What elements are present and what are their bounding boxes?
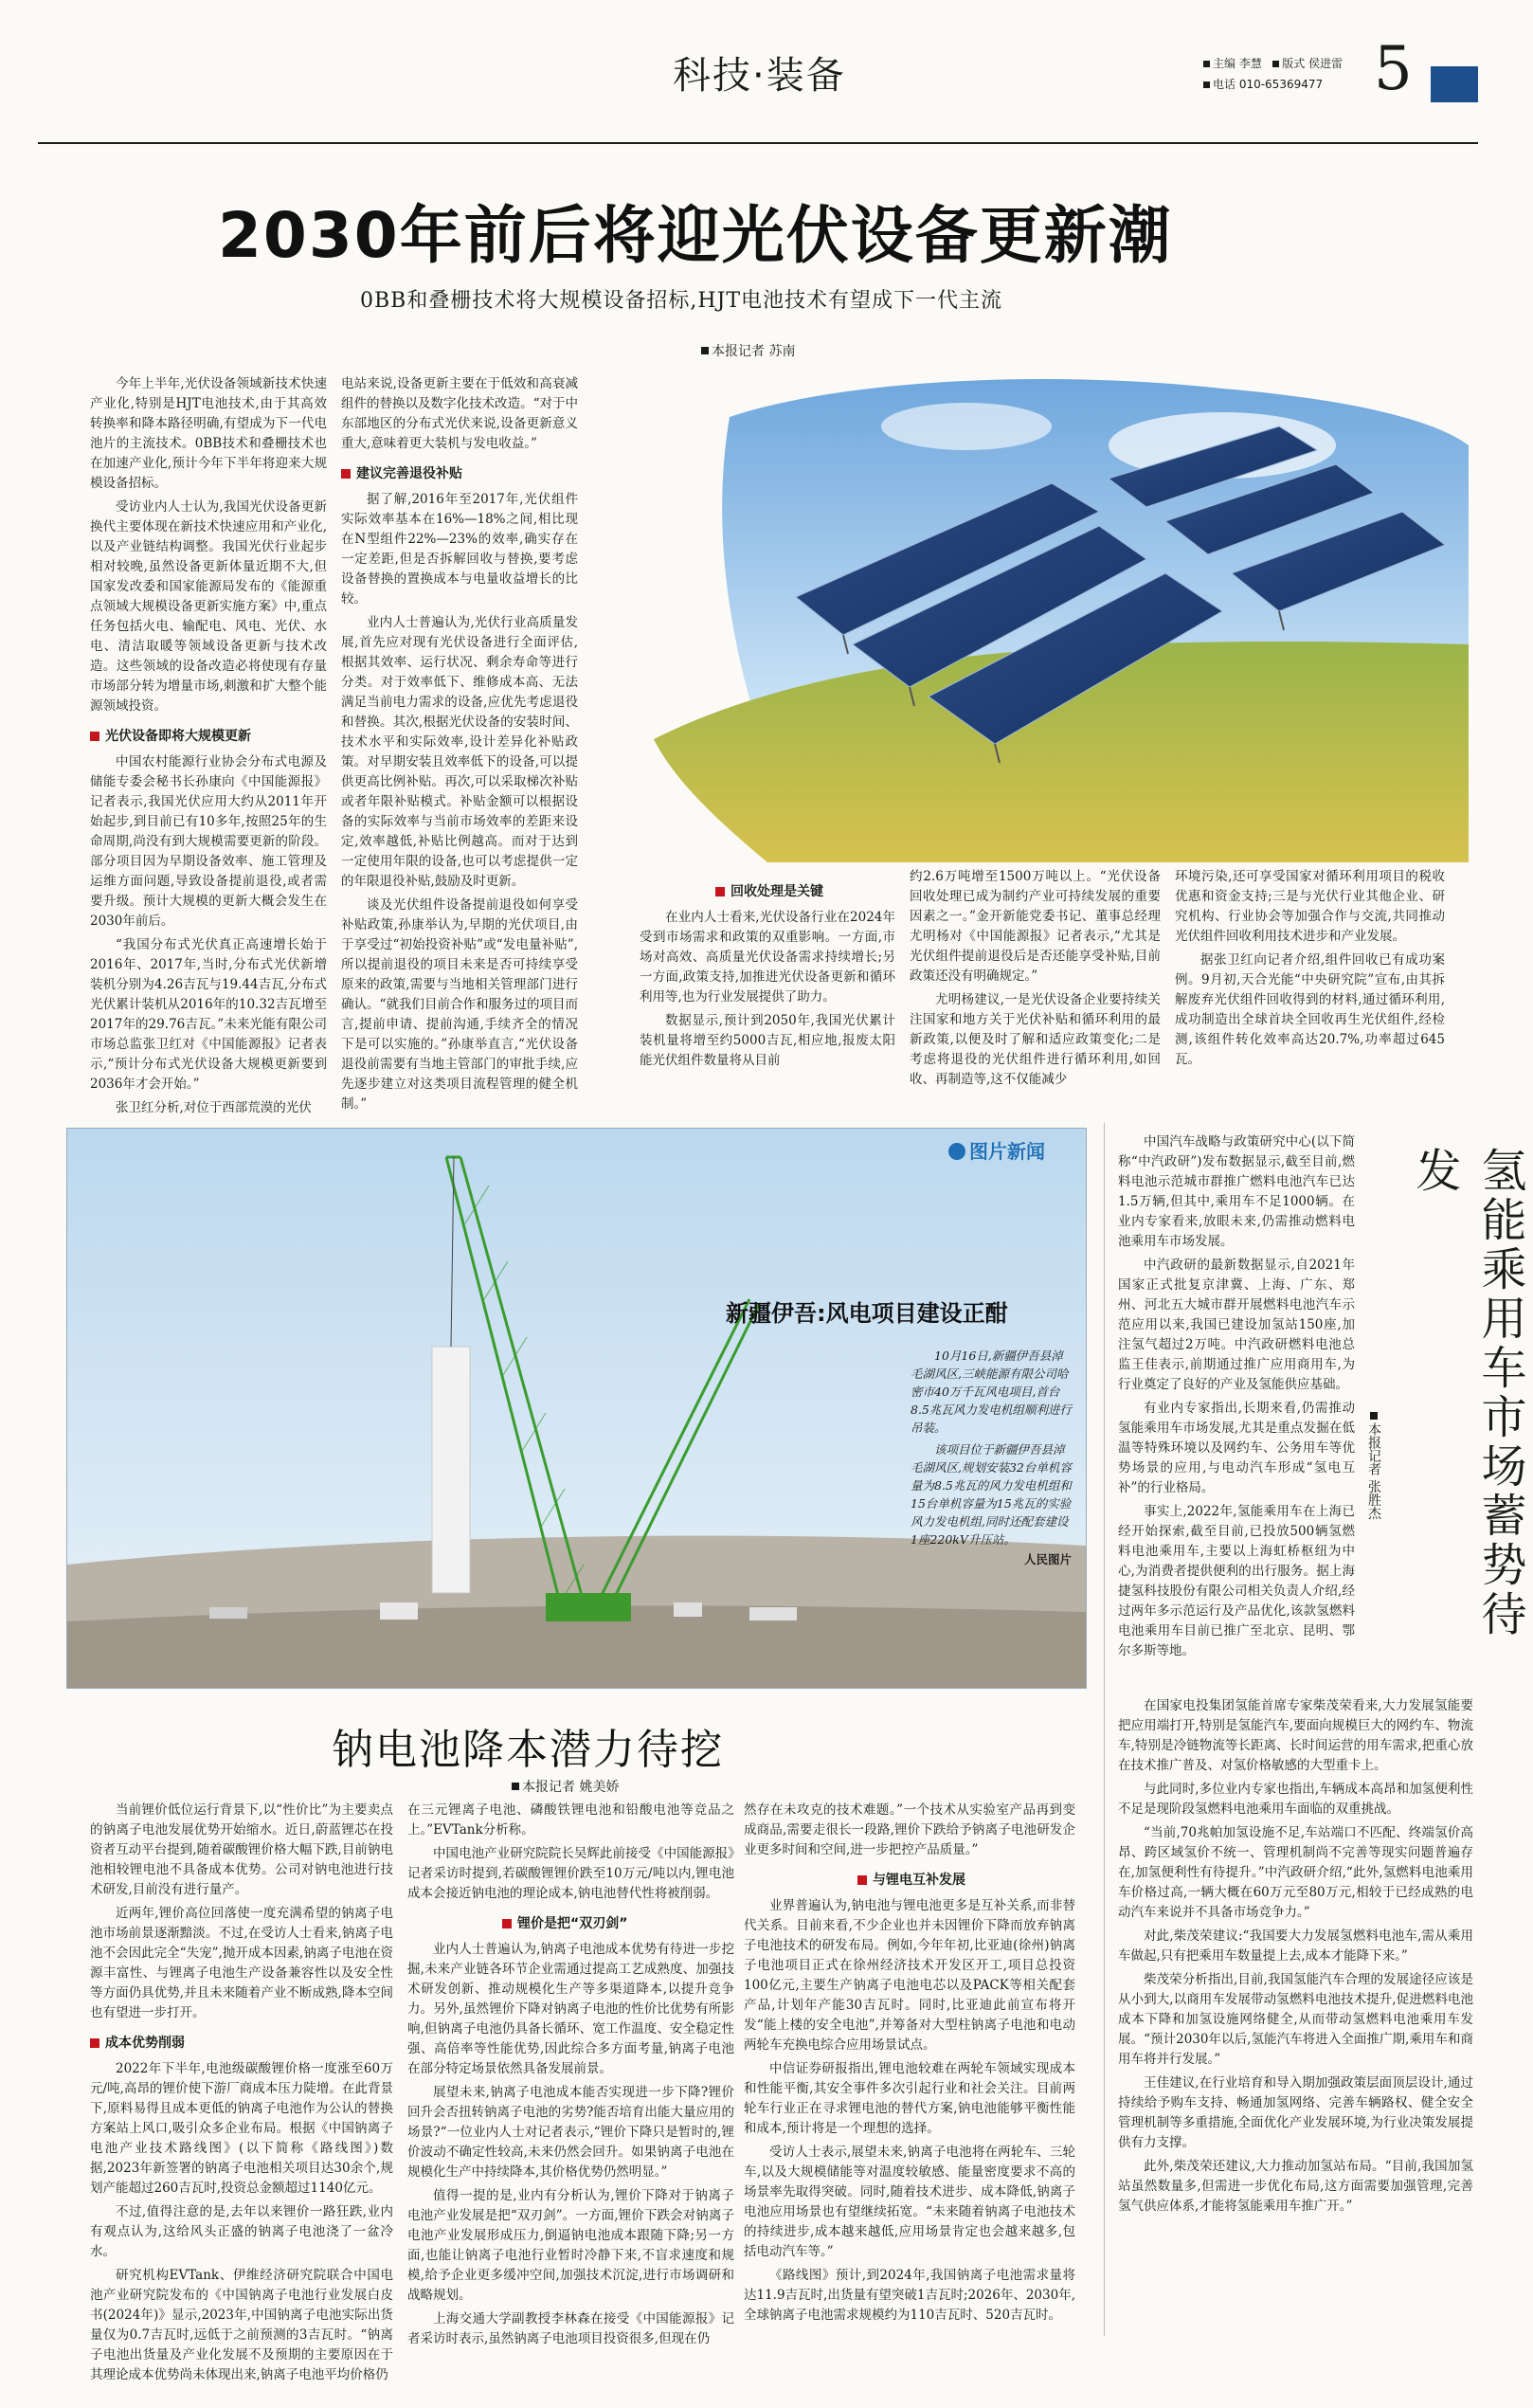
paragraph: 中汽政研的最新数据显示,自2021年国家正式批复京津冀、上海、广东、郑州、河北五大城市群开展燃料电池汽车示范应用以来,我国已建设加氢站150座,加注氢气超过2万吨。中汽政研燃料电池总监王佳表示,前期通过推广应用商用车,为行业奠定了良好的产业及氢能供应基础。: [1118, 1258, 1355, 1392]
subheading: 光伏设备即将大规模更新: [90, 726, 327, 745]
paragraph: “我国分布式光伏真正高速增长始于2016年、2017年,当时,分布式光伏新增装机分别为4.26吉瓦与19.44吉瓦,分布式光伏累计装机从2016年的10.32吉瓦增至2017年的29.76吉瓦。”未来光能有限公司市场总监张卫红对《中国能源报》记者表示,“预计分布式光伏设备大规模更新要到2036年才会开始。”: [90, 937, 327, 1092]
article3-byline: 本报记者 张胜杰: [1364, 1412, 1383, 1519]
paragraph: 约2.6万吨增至1500万吨以上。“光伏设备回收处理已成为制约产业可持续发展的重要因素之一。”金开新能党委书记、董事总经理尤明杨对《中国能源报》记者表示,“尤其是光伏组件提前退役后是否还能享受补贴,目前政策还没有明确规定。”: [910, 869, 1161, 984]
paragraph: 谈及光伏组件设备提前退役如何享受补贴政策,孙康举认为,早期的光伏项目,由于享受过“初始投资补贴”或“发电量补贴”,所以提前退役的项目未来是否可持续享受原来的政策,需要与当地相关管理部门进行确认。“就我们目前合作和服务过的项目而言,提前申请、提前沟通,手续齐全的情况下是可以实施的。”孙康举直言,“光伏设备退役前需要有当地主管部门的审批手续,应先逐步建立对这类项目流程管理的健全机制。”: [341, 897, 578, 1112]
paragraph: 数据显示,预计到2050年,我国光伏累计装机量将增至约5000吉瓦,相应地,报废太阳能光伏组件数量将从目前: [640, 1013, 895, 1068]
article1-column-3: [640, 881, 895, 1075]
subheading: 与锂电互补发展: [857, 1870, 1075, 1889]
photo-news-caption: [911, 1347, 1072, 1568]
paragraph: 当前锂价低位运行背景下,以“性价比”为主要卖点的钠离子电池发展优势开始缩水。近日,蔚蓝锂芯在投资者互动平台提到,随着碳酸锂价格大幅下跌,目前钠电池相较锂电池不具备成本优势。公司对钠电池进行技术研发,目前没有进行量产。: [90, 1802, 393, 1897]
solar-panel-photo: [654, 360, 1478, 862]
article1-column-1: [90, 374, 327, 1122]
paragraph: 值得一提的是,业内有分析认为,锂价下降对于钠离子电池产业发展是把“双刃剑”。一方面,锂价下跌会对钠离子电池产业发展形成压力,倒逼钠电池成本跟随下降;另一方面,也能让钠离子电池行业暂时冷静下来,不盲求速度和规模,给予企业更多缓冲空间,加强技术沉淀,进行市场调研和战略规划。: [407, 2188, 734, 2303]
header-rule: [38, 142, 1478, 144]
paragraph: 在三元锂离子电池、磷酸铁锂电池和铅酸电池等竞品之上。”EVTank分析称。: [407, 1802, 734, 1838]
section-title: 科技·装备: [673, 54, 846, 98]
paragraph: 业内人士普遍认为,钠离子电池成本优势有待进一步挖掘,未来产业链各环节企业需通过提高工艺成熟度、加强技术研发创新、推动规模化生产等多渠道降本,以提升竞争力。另外,虽然锂价下降对钠离子电池的性价比优势有所影响,但钠离子电池仍具备长循环、宽工作温度、安全稳定性强、高倍率等性能优势,因此综合多方面考量,钠离子电池在部分特定场景依然具备发展前景。: [407, 1942, 734, 2076]
paragraph: 中国汽车战略与政策研究中心(以下简称“中汽政研”)发布数据显示,截至目前,燃料电池示范城市群推广燃料电池汽车已达1.5万辆,但其中,乘用车不足1000辆。在业内专家看来,放眼未来,仍需推动燃料电池乘用车市场发展。: [1118, 1134, 1355, 1249]
article2-title: 钠电池降本潜力待挖: [332, 1726, 724, 1774]
article1-column-5: [1175, 867, 1445, 1074]
paragraph: 有业内专家指出,长期来看,仍需推动氢能乘用车市场发展,尤其是重点发掘在低温等特殊环境以及网约车、公务用车等优势场景的应用,与电动汽车形成“氢电互补”的行业格局。: [1118, 1401, 1355, 1495]
article3-column-top: [1118, 1132, 1355, 1665]
photo-news-tag: 图片新闻: [948, 1136, 1045, 1164]
article2-byline: 本报记者 姚美娇: [512, 1777, 619, 1796]
paragraph: 受访人士表示,展望未来,钠离子电池将在两轮车、三轮车,以及大规模储能等对温度较敏感、能量密度要求不高的场景率先取得突破。同时,随着技术进步、成本降低,钠离子电池应用场景也有望继续拓宽。“未来随着钠离子电池技术的持续进步,成本越来越低,应用场景肯定也会越来越多,包括电动汽车等。”: [744, 2145, 1075, 2259]
photo-credit: 人民图片: [1023, 1552, 1072, 1566]
paragraph: 对此,柴茂荣建议:“我国要大力发展氢燃料电池车,需从乘用车做起,只有把乘用车数量提上去,成本才能降下来。”: [1118, 1928, 1473, 1964]
paragraph: “当前,70兆帕加氢设施不足,车站端口不匹配、终端氢价高昂、跨区域氢价不统一、管理机制尚不完善等现实问题普遍存在,加氢便利性有待提升。”中汽政研介绍,“此外,氢燃料电池乘用车价格过高,一辆大概在60万元至80万元,相较于已经成熟的电动汽车来说并不具备市场竞争力。”: [1118, 1825, 1473, 1920]
photo-news-title: 新疆伊吾:风电项目建设正酣: [726, 1300, 1008, 1327]
article1-subtitle: 0BB和叠栅技术将大规模设备招标,HJT电池技术有望成下一代主流: [360, 289, 1003, 313]
paragraph: 不过,值得注意的是,去年以来锂价一路狂跌,业内有观点认为,这给风头正盛的钠离子电池浇了一盆冷水。: [90, 2204, 393, 2259]
photo-news-icon: [948, 1143, 965, 1160]
photo-news-box: [66, 1128, 1087, 1689]
paragraph: 研究机构EVTank、伊维经济研究院联合中国电池产业研究院发布的《中国钠离子电池行业发展白皮书(2024年)》显示,2023年,中国钠离子电池实际出货量仅为0.7吉瓦时,远低于之前预测的3吉瓦时。“钠离子电池出货量及产业化发展不及预期的主要原因在于其理论成本优势尚未体现出来,钠离子电池平均价格仍: [90, 2268, 393, 2382]
paragraph: 事实上,2022年,氢能乘用车在上海已经开始探索,截至目前,已投放500辆氢燃料电池乘用车,主要以上海虹桥枢纽为中心,为消费者提供便利的出行服务。据上海捷氢科技股份有限公司相关负责人介绍,经过两年多示范运行及产品优化,该款氢燃料电池乘用车目前已推广至北京、昆明、鄂尔多斯等地。: [1118, 1504, 1355, 1658]
article1-title: 2030年前后将迎光伏设备更新潮: [218, 199, 1173, 272]
paragraph: 在国家电投集团氢能首席专家柴茂荣看来,大力发展氢能要把应用端打开,特别是氢能汽车,要面向规模巨大的网约车、物流车,特别是冷链物流等长距离、长时间运营的用车需求,把重心放在技术推广普及、对氢价格敏感的大型重卡上。: [1118, 1698, 1473, 1773]
paragraph: 今年上半年,光伏设备领域新技术快速产业化,特别是HJT电池技术,由于其高效转换率和降本路径明确,有望成为下一代电池片的主流技术。0BB技术和叠栅技术也在加速产业化,预计今年下半年将迎来大规模设备招标。: [90, 376, 327, 491]
paragraph: 柴茂荣分析指出,目前,我国氢能汽车合理的发展途径应该是从小到大,以商用车发展带动氢燃料电池技术提升,促进燃料电池成本下降和加氢设施网络健全,从而带动氢燃料电池乘用车发展。“预计2030年以后,氢能汽车将进入全面推广期,乘用车和商用车将并行发展。”: [1118, 1972, 1473, 2067]
article1-column-2: [341, 374, 578, 1118]
paragraph: 与此同时,多位业内专家也指出,车辆成本高昂和加氢便利性不足是现阶段氢燃料电池乘用车面临的双重挑战。: [1118, 1782, 1473, 1817]
header-phone: 电话 010-65369477: [1203, 76, 1323, 92]
paragraph: 尤明杨建议,一是光伏设备企业要持续关注国家和地方关于光伏补贴和循环利用的最新政策,以便及时了解和适应政策变化;二是考虑将退役的光伏组件进行循环利用,如回收、再制造等,这不仅能减少: [910, 992, 1161, 1087]
article3-column-bottom: [1118, 1696, 1473, 2220]
paragraph: 中信证券研报指出,锂电池较难在两轮车领域实现成本和性能平衡,其安全事件多次引起行业和社会关注。目前两轮车行业正在寻求锂电池的替代方案,钠电池能够平衡性能和成本,预计将是一个理想的选择。: [744, 2061, 1075, 2136]
article3-title: 氢能乘用车市场蓄势待发: [1408, 1147, 1526, 1639]
page-header: [38, 34, 1478, 142]
article2-column-2: [407, 1801, 734, 2353]
paragraph: 上海交通大学副教授李林森在接受《中国能源报》记者采访时表示,虽然钠离子电池项目投资很多,但现在仍: [407, 2311, 734, 2346]
article2-column-3: [744, 1801, 1075, 2329]
paragraph: 展望未来,钠离子电池成本能否实现进一步下降?锂价回升会否扭转钠离子电池的劣势?能否培育出能大量应用的场景?“一位业内人士对记者表示,“锂价下降只是暂时的,锂价波动不确定性较高,未来仍然会回升。如果钠离子电池在规模化生产中持续降本,其价格优势仍然明显。”: [407, 2085, 734, 2180]
subheading: 建议完善退役补贴: [341, 463, 578, 482]
subheading: 锂价是把“双刃剑”: [502, 1913, 734, 1932]
paragraph: 受访业内人士认为,我国光伏设备更新换代主要体现在新技术快速应用和产业化,以及产业链结构调整。我国光伏行业起步相对较晚,虽然设备更新体量近期不大,但国家发改委和国家能源局发布的《能源重点领域大规模设备更新实施方案》中,重点任务包括火电、输配电、风电、光伏、水电、清洁取暖等领域设备更新与技术改造。这些领域的设备改造必将使现有存量市场部分转为增量市场,刺激和扩大整个能源领域投资。: [90, 499, 327, 714]
photo-caption-text-2: 该项目位于新疆伊吾县淖毛湖风区,规划安装32台单机容量为8.5兆瓦的风力发电机组和15台单机容量为15兆瓦的实验风力发电机组,同时还配套建设1座220kV升压站。: [911, 1442, 1072, 1547]
paragraph: 《路线图》预计,到2024年,我国钠离子电池需求量将达11.9吉瓦时,出货量有望突破1吉瓦时;2026年、2030年,全球钠离子电池需求规模约为110吉瓦时、520吉瓦时。: [744, 2268, 1075, 2323]
photo-caption-text: 10月16日,新疆伊吾县淖毛湖风区,三峡能源有限公司哈密市40万千瓦风电项目,首台8.5兆瓦风力发电机组顺利进行吊装。: [911, 1349, 1072, 1435]
article2-column-1: [90, 1801, 393, 2389]
subheading: 回收处理是关键: [715, 881, 895, 900]
header-editor: 主编 李慧 版式 侯进雷: [1203, 55, 1343, 71]
paragraph: 电站来说,设备更新主要在于低效和高衰减组件的替换以及数字化技术改造。“对于中东部地区的分布式光伏来说,设备更新意义重大,意味着更大装机与发电收益。”: [341, 376, 578, 451]
paragraph: 2022年下半年,电池级碳酸锂价格一度涨至60万元/吨,高昂的锂价使下游厂商成本压力陡增。在此背景下,原料易得且成本更低的钠离子电池作为公认的替换方案站上风口,吸引众多企业布局。根据《中国钠离子电池产业技术路线图》(以下简称《路线图》)数据,2023年新签署的钠离子电池相关项目达30余个,规划产能超过260吉瓦时,投资总金额超过1140亿元。: [90, 2061, 393, 2196]
paragraph: 环境污染,还可享受国家对循环利用项目的税收优惠和资金支持;三是与光伏行业其他企业、研究机构、行业协会等加强合作与交流,共同推动光伏组件回收利用技术进步和产业发展。: [1175, 869, 1445, 944]
paragraph: 中国电池产业研究院院长吴辉此前接受《中国能源报》记者采访时提到,若碳酸锂锂价跌至10万元/吨以内,锂电池成本会接近钠电池的理论成本,钠电池替代性将被削弱。: [407, 1846, 734, 1901]
paragraph: 在业内人士看来,光伏设备行业在2024年受到市场需求和政策的双重影响。一方面,市场对高效、高质量光伏设备需求持续增长;另一方面,政策支持,加推进光伏设备更新和循环利用等,也为行业发展提供了助力。: [640, 910, 895, 1005]
paragraph: 据了解,2016年至2017年,光伏组件实际效率基本在16%—18%之间,相比现在N型组件22%—23%的效率,确实存在一定差距,但是否拆解回收与替换,要考虑设备替换的置换成本与电量收益增长的比较。: [341, 492, 578, 607]
subheading: 成本优势削弱: [90, 2033, 393, 2052]
paragraph: 此外,柴茂荣还建议,大力推动加氢站布局。“目前,我国加氢站虽然数量多,但需进一步优化布局,这方面需要加强管理,完善氢气供应体系,才能将氢能乘用车推广开。”: [1118, 2159, 1473, 2214]
paragraph: 然存在未攻克的技术难题。”一个技术从实验室产品再到变成商品,需要走很长一段路,锂价下跌给予钠离子电池研发企业更多时间和空间,进一步把控产品质量。”: [744, 1802, 1075, 1857]
solar-field-illustration: [654, 360, 1478, 862]
paragraph: 王佳建议,在行业培育和导入期加强政策层面顶层设计,通过持续给予购车支持、畅通加氢网络、完善车辆路权、健全安全管理机制等多重措施,全面优化产业发展环境,为行业决策发展提供有力支撑。: [1118, 2075, 1473, 2150]
article1-column-4: [910, 867, 1161, 1094]
paragraph: 业内人士普遍认为,光伏行业高质量发展,首先应对现有光伏设备进行全面评估,根据其效率、运行状况、剩余寿命等进行分类。对于效率低下、维修成本高、无法满足当前电力需求的设备,应优先考虑退役和替换。其次,根据光伏设备的安装时间、技术水平和实际效率,设计差异化补贴政策。对早期安装且效率低下的设备,可以提供更高比例补贴。再次,可以采取梯次补贴或者年限补贴模式。补贴金额可以根据设备的实际效率与当前市场效率的差距来设定,效率越低,补贴比例越高。而对于达到一定使用年限的设备,也可以考虑提供一定的年限退役补贴,鼓励及时更新。: [341, 615, 578, 889]
page-number: 5: [1374, 34, 1413, 104]
paragraph: 近两年,锂价高位回落使一度充满希望的钠离子电池市场前景逐渐黯淡。不过,在受访人士看来,钠离子电池不会因此完全“失宠”,抛开成本因素,钠离子电池在资源丰富性、与锂离子电池生产设备兼容性以及安全性等方面仍具优势,并且未来随着产业不断成熟,降本空间也有望进一步打开。: [90, 1906, 393, 2020]
paragraph: 业界普遍认为,钠电池与锂电池更多是互补关系,而非替代关系。目前来看,不少企业也并未因锂价下降而放弃钠离子电池技术的研发布局。例如,今年年初,比亚迪(徐州)钠离子电池项目正式在徐州经济技术开发区开工,项目总投资100亿元,主要生产钠离子电池电芯以及PACK等相关配套产品,计划年产能30吉瓦时。同时,比亚迪此前宣布将开发“能上楼的安全电池”,并筹备对大型柱钠离子电池和电动两轮车充换电综合应用场景试点。: [744, 1898, 1075, 2053]
paragraph: 据张卫红向记者介绍,组件回收已有成功案例。9月初,天合光能“中央研究院”宣布,由其拆解废弃光伏组件回收得到的材料,通过循环利用,成功制造出全球首块全回收再生光伏组件,经检测,该组件转化效率高达20.7%,功率超过645瓦。: [1175, 952, 1445, 1067]
paragraph: 中国农村能源行业协会分布式电源及储能专委会秘书长孙康向《中国能源报》记者表示,我国光伏应用大约从2011年开始起步,到目前已有10多年,按照25年的生命周期,尚没有到大规模需要更新的阶段。部分项目因为早期设备效率、施工管理及运维方面问题,导致设备提前退役,或者需要升级。预计大规模的更新大概会发生在2030年前后。: [90, 754, 327, 929]
article1-byline: 本报记者 苏南: [701, 341, 795, 360]
paragraph: 张卫红分析,对位于西部荒漠的光伏: [116, 1100, 312, 1115]
header-blue-bar: [1431, 66, 1478, 102]
